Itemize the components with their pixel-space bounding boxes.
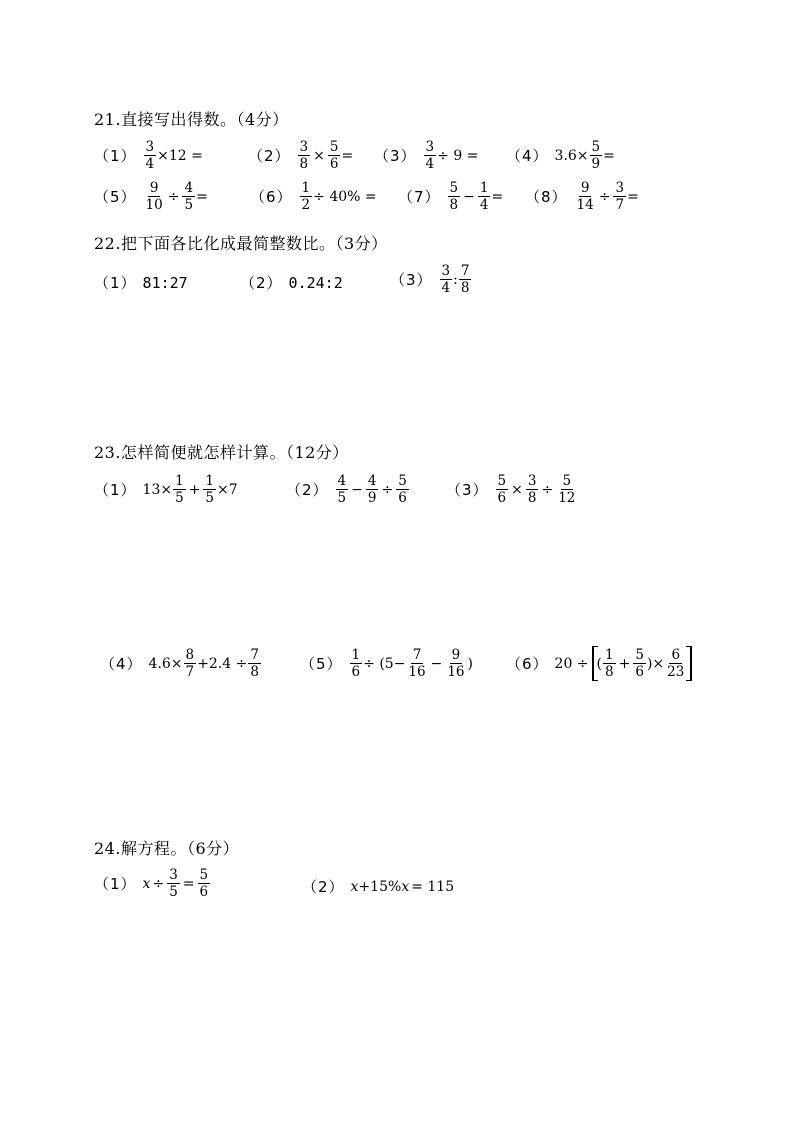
fraction: [298, 140, 311, 171]
q22-heading: 22.把下面各比化成最简整数比。（3分）: [94, 234, 388, 253]
math-text: 4: [337, 473, 347, 489]
math-text: 4: [425, 156, 435, 173]
math-text: −: [430, 655, 443, 672]
fraction: [350, 648, 363, 679]
math-text: ÷ 9 =: [437, 147, 479, 164]
math-text: 1: [479, 180, 489, 196]
math-text: 5: [635, 647, 644, 663]
q21-item-8: [525, 181, 639, 212]
fraction: [590, 140, 603, 171]
math-text: +15%: [358, 878, 402, 895]
math-text: 2: [301, 197, 311, 214]
math-text: 9: [580, 180, 590, 196]
math-text: ÷: [152, 875, 165, 892]
math-text: （4）: [506, 147, 549, 166]
math-text: 3: [169, 867, 178, 883]
q24-item-2: [302, 876, 454, 897]
math-text: ×12 =: [157, 147, 203, 164]
fraction: [424, 140, 437, 171]
math-text: 7: [615, 197, 625, 214]
math-text: 7: [185, 664, 195, 681]
math-text: 13×: [142, 481, 173, 498]
fraction: [556, 474, 577, 505]
math-text: 3: [441, 263, 451, 279]
math-text: （2）: [240, 274, 283, 292]
math-text: 8: [449, 197, 459, 214]
fraction: [173, 474, 186, 505]
q23-item-5: [300, 648, 473, 679]
fraction: [300, 181, 313, 212]
math-text: 23: [667, 664, 685, 681]
math-text: ÷: [541, 481, 554, 498]
math-text: 6: [635, 664, 644, 681]
fraction: [336, 474, 349, 505]
fraction: [445, 648, 466, 679]
math-text: （6）: [506, 655, 549, 674]
math-text: 5: [449, 180, 459, 196]
math-text: 5: [205, 490, 215, 507]
math-text: 10: [145, 197, 163, 214]
q23-item-2: [286, 474, 410, 505]
math-text: 81:27: [142, 273, 188, 292]
math-text: （8）: [525, 188, 568, 207]
math-text: 5: [497, 473, 507, 489]
fraction: [184, 648, 197, 679]
math-text: ×: [313, 147, 325, 164]
math-text: 7: [250, 647, 259, 663]
math-text: （3）: [374, 147, 417, 166]
fraction: [665, 648, 686, 679]
math-text: （1）: [94, 481, 137, 500]
fraction: [198, 868, 211, 899]
math-text: 0.24:2: [288, 273, 343, 292]
math-text: 5: [398, 473, 407, 489]
math-text: x: [401, 878, 410, 895]
math-text: （7）: [398, 188, 441, 207]
fraction: [496, 474, 509, 505]
math-text: ÷: [381, 481, 394, 498]
math-text: 8: [605, 664, 614, 681]
fraction: [144, 140, 157, 171]
math-text: ): [467, 655, 473, 672]
math-text: 6: [671, 647, 681, 663]
math-text: ÷: [598, 188, 611, 205]
q21-heading: 21.直接写出得数。（4分）: [94, 110, 289, 129]
fraction: [182, 181, 195, 212]
fraction: [603, 648, 616, 679]
q21-item-4: [506, 140, 615, 171]
math-text: （5）: [94, 188, 137, 207]
math-text: 6: [351, 664, 361, 681]
math-text: 5: [169, 884, 178, 901]
fraction: [575, 181, 596, 212]
q21-item-2: [248, 140, 353, 171]
math-text: 12: [558, 490, 576, 507]
fraction: [248, 648, 261, 679]
math-text: （5）: [300, 655, 343, 674]
q21-item-3: [374, 140, 478, 171]
math-text: 4: [184, 180, 194, 196]
math-text: =: [627, 188, 639, 205]
math-text: =: [182, 875, 195, 892]
fraction: [613, 181, 626, 212]
math-text: （1）: [94, 147, 137, 166]
math-text: x: [142, 875, 151, 892]
math-text: 3: [527, 473, 537, 489]
math-text: 4: [367, 473, 377, 489]
math-text: =: [196, 188, 208, 205]
math-text: 9: [149, 180, 159, 196]
q24-item-1: [94, 868, 211, 899]
square-bracket: [592, 646, 693, 681]
q22-item-1: [94, 272, 188, 293]
math-text: （3）: [390, 271, 433, 290]
math-text: 5: [199, 867, 209, 883]
q21-item-6: [250, 181, 377, 212]
fraction: [406, 648, 427, 679]
q21-item-5: [94, 181, 208, 212]
math-text: 1: [205, 473, 215, 489]
math-text: （4）: [100, 655, 143, 674]
q21-item-7: [398, 181, 503, 212]
q23-item-3: [446, 474, 578, 505]
math-text: 1: [605, 647, 614, 663]
fraction: [526, 474, 539, 505]
math-text: 5: [175, 490, 184, 507]
q22-item-3: [390, 264, 472, 295]
math-text: 4: [479, 197, 489, 214]
math-text: （2）: [286, 481, 329, 500]
math-text: 8: [299, 156, 309, 173]
math-text: 7: [412, 647, 422, 663]
math-text: 7: [460, 263, 470, 279]
math-text: 8: [250, 664, 259, 681]
math-text: (: [596, 655, 603, 672]
math-text: 3: [615, 180, 625, 196]
math-text: 3: [145, 139, 155, 155]
math-text: 16: [408, 664, 426, 681]
math-text: 14: [576, 197, 594, 214]
fraction: [478, 181, 491, 212]
math-text: （2）: [248, 147, 291, 166]
fraction: [167, 868, 180, 899]
math-text: 5: [591, 139, 601, 155]
math-text: = 115: [411, 878, 455, 895]
math-text: 20 ÷: [554, 655, 589, 672]
math-text: 5: [562, 473, 572, 489]
q21-item-1: [94, 140, 203, 171]
math-text: 6: [497, 490, 507, 507]
math-text: 1: [351, 647, 361, 663]
fraction: [633, 648, 646, 679]
math-text: （1）: [94, 274, 137, 292]
math-text: 1: [175, 473, 184, 489]
fraction: [144, 181, 165, 212]
math-text: ÷: [167, 188, 180, 205]
math-text: 5: [337, 490, 347, 507]
math-text: 8: [527, 490, 537, 507]
math-text: 6: [398, 490, 407, 507]
math-text: ÷ 40% =: [313, 188, 377, 205]
fraction: [440, 264, 453, 295]
fraction: [396, 474, 409, 505]
math-text: 4: [441, 280, 451, 297]
math-text: 5: [184, 197, 194, 214]
math-text: （3）: [446, 481, 489, 500]
q23-item-4: [100, 648, 262, 679]
math-text: 6: [329, 156, 339, 173]
fraction: [328, 140, 341, 171]
math-text: （6）: [250, 188, 293, 207]
math-text: )×: [646, 655, 665, 672]
math-text: 3.6×: [554, 147, 589, 164]
math-text: 6: [199, 884, 209, 901]
math-text: =: [341, 147, 354, 164]
math-text: =: [603, 147, 615, 164]
math-text: 9: [451, 647, 461, 663]
math-text: （1）: [94, 875, 137, 894]
math-text: 9: [367, 490, 377, 507]
math-text: −: [463, 188, 475, 205]
q24-heading: 24.解方程。（6分）: [94, 839, 240, 858]
math-text: 4.6×: [148, 655, 183, 672]
math-text: 4: [145, 156, 155, 173]
math-text: 8: [185, 647, 195, 663]
math-text: 9: [591, 156, 601, 173]
fraction: [203, 474, 216, 505]
math-text: （2）: [302, 878, 345, 896]
math-text: +: [188, 481, 201, 498]
q23-item-6: [506, 646, 692, 681]
math-text: 5: [329, 139, 339, 155]
math-text: :: [453, 271, 458, 288]
q22-item-2: [240, 272, 343, 293]
math-text: ×: [511, 481, 523, 498]
math-text: x: [350, 878, 359, 895]
math-text: +: [618, 655, 631, 672]
q23-heading: 23.怎样简便就怎样计算。（12分）: [94, 443, 349, 462]
math-text: 3: [425, 139, 435, 155]
fraction: [459, 264, 472, 295]
q23-item-1: [94, 474, 238, 505]
fraction: [366, 474, 379, 505]
math-text: 8: [460, 280, 470, 297]
math-text: ÷ (5−: [363, 655, 406, 672]
math-text: =: [491, 188, 504, 205]
fraction: [448, 181, 461, 212]
math-text: 16: [447, 664, 465, 681]
math-text: ×7: [217, 481, 238, 498]
math-text: 3: [299, 139, 309, 155]
math-text: 1: [301, 180, 311, 196]
math-text: +2.4 ÷: [197, 655, 248, 672]
math-text: −: [351, 481, 363, 498]
